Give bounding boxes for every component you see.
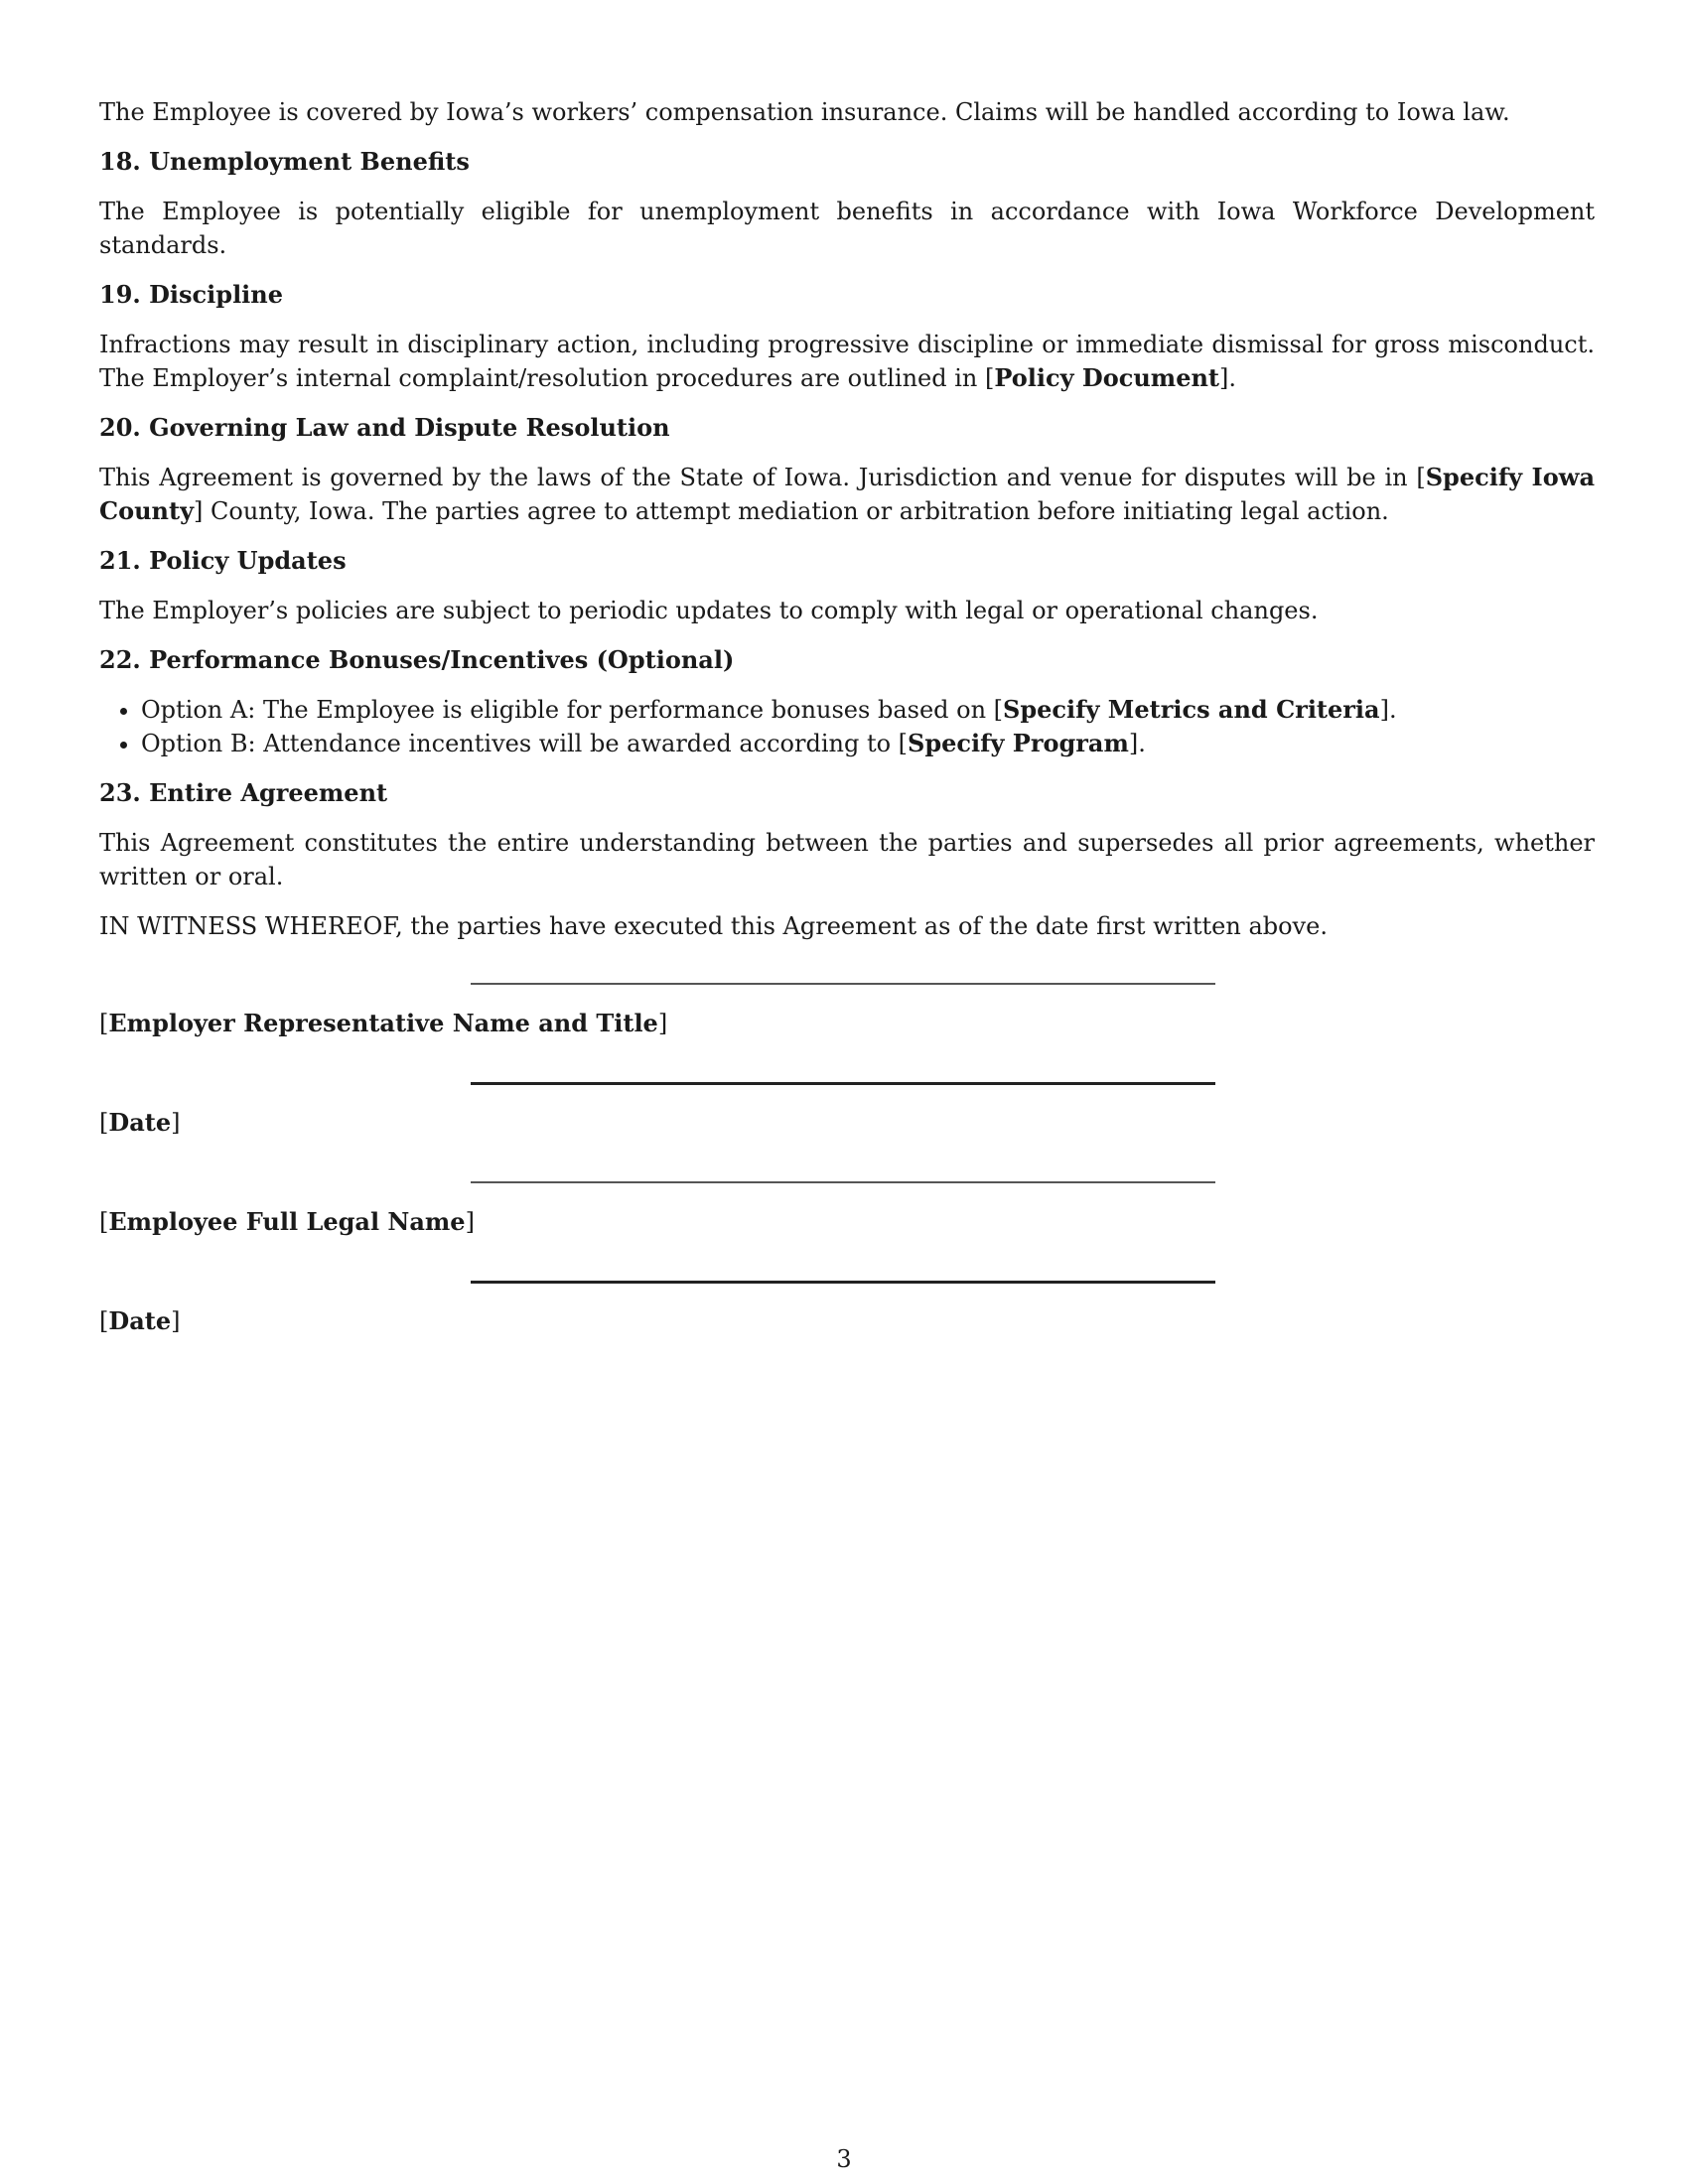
employer-rep-label: [Employer Representative Name and Title] bbox=[99, 1009, 668, 1037]
bonus-options-list bbox=[99, 693, 1595, 760]
section-23-text: This Agreement constitutes the entire understanding between the parties and supersedes all prior agreements, whether written or oral. bbox=[99, 829, 1595, 890]
iowa-county-placeholder: Specify Iowa County bbox=[99, 463, 1595, 525]
policy-document-placeholder: Policy Document bbox=[994, 363, 1219, 392]
section-21-text: The Employer’s policies are subject to periodic updates to comply with legal or operational changes. bbox=[99, 597, 1319, 624]
document-page bbox=[99, 95, 1595, 1380]
workers-comp-paragraph: The Employee is covered by Iowa’s workers’ compensation insurance. Claims will be handled according to Iowa law. bbox=[99, 98, 1510, 126]
employee-date-label: [Date] bbox=[99, 1306, 181, 1335]
program-placeholder: Specify Program bbox=[908, 729, 1129, 757]
section-20-heading: 20. Governing Law and Dispute Resolution bbox=[99, 413, 670, 442]
employer-date-line[interactable] bbox=[471, 1082, 1215, 1085]
option-b-item: • Option B: Attendance incentives will be awarded according to [Specify Program]. bbox=[141, 727, 1595, 760]
employer-signature-line[interactable] bbox=[471, 983, 1215, 985]
section-21-heading: 21. Policy Updates bbox=[99, 546, 347, 575]
metrics-criteria-placeholder: Specify Metrics and Criteria bbox=[1003, 695, 1380, 724]
employer-date-block bbox=[99, 1082, 1595, 1181]
employee-signature-line[interactable] bbox=[471, 1181, 1215, 1183]
section-18-heading: 18. Unemployment Benefits bbox=[99, 147, 470, 176]
employee-signature-block bbox=[99, 1181, 1595, 1281]
section-23-heading: 23. Entire Agreement bbox=[99, 778, 388, 807]
employer-signature-block bbox=[99, 983, 1595, 1082]
section-18-text: The Employee is potentially eligible for unemployment benefits in accordance with Iowa Workforce Development standards. bbox=[99, 198, 1595, 259]
section-22-heading: 22. Performance Bonuses/Incentives (Optional) bbox=[99, 645, 735, 674]
section-20-text: This Agreement is governed by the laws of the State of Iowa. Jurisdiction and venue for disputes will be in [Specify Iowa County] County, Iowa. The parties agree to attempt mediation or arbitration before initiating legal action. bbox=[99, 463, 1595, 525]
section-19-heading: 19. Discipline bbox=[99, 280, 284, 309]
page-number: 3 bbox=[836, 2145, 852, 2173]
witness-statement: IN WITNESS WHEREOF, the parties have executed this Agreement as of the date first written above. bbox=[99, 912, 1328, 940]
employee-date-block bbox=[99, 1281, 1595, 1380]
employer-date-label: [Date] bbox=[99, 1108, 181, 1137]
employee-date-line[interactable] bbox=[471, 1281, 1215, 1284]
section-19-text: Infractions may result in disciplinary action, including progressive discipline or immediate dismissal for gross misconduct. The Employer’s internal complaint/resolution procedures are outlined in [Policy Document]. bbox=[99, 331, 1595, 392]
option-a-item: • Option A: The Employee is eligible for performance bonuses based on [Specify Metrics and Criteria]. bbox=[141, 693, 1595, 727]
employee-name-label: [Employee Full Legal Name] bbox=[99, 1207, 475, 1236]
